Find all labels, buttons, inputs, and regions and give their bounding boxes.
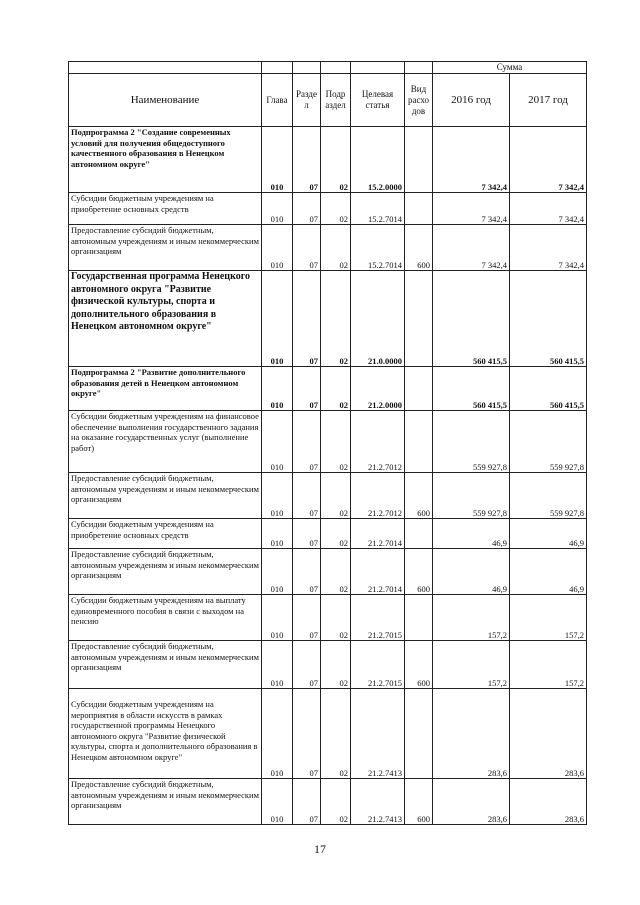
row-vid: 600: [405, 779, 433, 825]
row-podrazdel: 02: [321, 225, 351, 271]
row-glava: 010: [262, 519, 293, 549]
row-vid: 600: [405, 225, 433, 271]
row-podrazdel: 02: [321, 689, 351, 779]
row-2017: 560 415,5: [510, 367, 587, 411]
row-target: 21.2.7413: [351, 779, 405, 825]
row-glava: 010: [262, 411, 293, 473]
row-glava: 010: [262, 271, 293, 367]
row-vid: [405, 193, 433, 225]
row-vid: [405, 127, 433, 193]
row-target: 15.2.0000: [351, 127, 405, 193]
row-razdel: 07: [293, 779, 321, 825]
row-2016: 157,2: [433, 595, 510, 641]
row-razdel: 07: [293, 411, 321, 473]
row-podrazdel: 02: [321, 779, 351, 825]
header-name: Наименование: [69, 74, 262, 127]
row-name: Предоставление субсидий бюджетным, автономным учреждениям и иным некоммерческим организациям: [69, 641, 262, 689]
row-glava: 010: [262, 779, 293, 825]
row-name: Субсидии бюджетным учреждениям на приобретение основных средств: [69, 193, 262, 225]
row-name: Подпрограмма 2 "Создание современных условий для получения общедоступного качественного образования в Ненецком автономном округе": [69, 127, 262, 193]
row-target: 21.0.0000: [351, 271, 405, 367]
row-podrazdel: 02: [321, 473, 351, 519]
row-2017: 559 927,8: [510, 473, 587, 519]
row-razdel: 07: [293, 549, 321, 595]
row-target: 21.2.7014: [351, 549, 405, 595]
row-2016: 560 415,5: [433, 367, 510, 411]
row-2016: 283,6: [433, 779, 510, 825]
header-blank: [69, 62, 262, 74]
row-podrazdel: 02: [321, 519, 351, 549]
header-blank: [351, 62, 405, 74]
row-target: 21.2.7413: [351, 689, 405, 779]
row-podrazdel: 02: [321, 193, 351, 225]
row-target: 21.2.7015: [351, 595, 405, 641]
row-glava: 010: [262, 473, 293, 519]
header-target: Целевая статья: [351, 74, 405, 127]
row-2017: 560 415,5: [510, 271, 587, 367]
row-name: Предоставление субсидий бюджетным, автономным учреждениям и иным некоммерческим организациям: [69, 473, 262, 519]
row-2017: 7 342,4: [510, 127, 587, 193]
header-podrazdel: Подр аздел: [321, 74, 351, 127]
row-2017: 157,2: [510, 595, 587, 641]
table-row: [69, 411, 587, 473]
table-row: [69, 367, 587, 411]
row-2017: 157,2: [510, 641, 587, 689]
row-name: Субсидии бюджетным учреждениям на приобретение основных средств: [69, 519, 262, 549]
row-2017: 283,6: [510, 689, 587, 779]
row-2016: 157,2: [433, 641, 510, 689]
row-2016: 560 415,5: [433, 271, 510, 367]
row-2016: 46,9: [433, 549, 510, 595]
row-glava: 010: [262, 549, 293, 595]
row-vid: [405, 519, 433, 549]
row-vid: [405, 595, 433, 641]
table-row: [69, 193, 587, 225]
table-row: [69, 271, 587, 367]
table-row: [69, 519, 587, 549]
row-target: 21.2.7015: [351, 641, 405, 689]
header-sum: Сумма: [433, 62, 587, 74]
row-podrazdel: 02: [321, 411, 351, 473]
row-name: Предоставление субсидий бюджетным, автономным учреждениям и иным некоммерческим организациям: [69, 779, 262, 825]
table-row: [69, 689, 587, 779]
header-2017: 2017 год: [510, 74, 587, 127]
row-podrazdel: 02: [321, 641, 351, 689]
row-2016: 559 927,8: [433, 473, 510, 519]
row-2017: 7 342,4: [510, 225, 587, 271]
row-podrazdel: 02: [321, 367, 351, 411]
row-2017: 7 342,4: [510, 193, 587, 225]
row-vid: 600: [405, 473, 433, 519]
header-blank: [321, 62, 351, 74]
row-name: Субсидии бюджетным учреждениям на мероприятия в области искусств в рамках государственной программы Ненецкого автономного округа "Развитие физической культуры, спорта и дополнительного образования в Ненецком автономном округе": [69, 689, 262, 779]
row-2017: 559 927,8: [510, 411, 587, 473]
row-razdel: 07: [293, 225, 321, 271]
header-blank: [405, 62, 433, 74]
row-vid: [405, 689, 433, 779]
row-2016: 7 342,4: [433, 127, 510, 193]
table-row: [69, 595, 587, 641]
row-vid: 600: [405, 549, 433, 595]
row-target: 21.2.7012: [351, 411, 405, 473]
row-razdel: 07: [293, 271, 321, 367]
row-glava: 010: [262, 193, 293, 225]
row-target: 15.2.7014: [351, 225, 405, 271]
row-glava: 010: [262, 595, 293, 641]
row-podrazdel: 02: [321, 595, 351, 641]
row-razdel: 07: [293, 473, 321, 519]
row-target: 21.2.7014: [351, 519, 405, 549]
row-name: Государственная программа Ненецкого автономного округа "Развитие физической культуры, спорта и дополнительного образования в Ненецком автономном округе": [69, 271, 262, 367]
row-2016: 7 342,4: [433, 193, 510, 225]
header-vid: Вид расхо дов: [405, 74, 433, 127]
row-name: Субсидии бюджетным учреждениям на выплату единовременного пособия в связи с выходом на пенсию: [69, 595, 262, 641]
table-row: [69, 225, 587, 271]
row-glava: 010: [262, 689, 293, 779]
row-glava: 010: [262, 127, 293, 193]
row-target: 21.2.7012: [351, 473, 405, 519]
page-number: 17: [314, 842, 326, 856]
row-razdel: 07: [293, 641, 321, 689]
header-razdel: Разде л: [293, 74, 321, 127]
row-glava: 010: [262, 367, 293, 411]
header-glava: Глава: [262, 74, 293, 127]
row-razdel: 07: [293, 193, 321, 225]
row-target: 21.2.0000: [351, 367, 405, 411]
row-name: Подпрограмма 2 "Развитие дополнительного образования детей в Ненецком автономном округе": [69, 367, 262, 411]
row-2016: 283,6: [433, 689, 510, 779]
row-razdel: 07: [293, 689, 321, 779]
row-razdel: 07: [293, 127, 321, 193]
row-razdel: 07: [293, 595, 321, 641]
header-blank: [293, 62, 321, 74]
row-razdel: 07: [293, 367, 321, 411]
row-razdel: 07: [293, 519, 321, 549]
table-row: [69, 473, 587, 519]
row-vid: 600: [405, 641, 433, 689]
row-name: Субсидии бюджетным учреждениям на финансовое обеспечение выполнения государственного задания на оказание государственных услуг (выполнение работ): [69, 411, 262, 473]
row-target: 15.2.7014: [351, 193, 405, 225]
row-podrazdel: 02: [321, 549, 351, 595]
row-glava: 010: [262, 641, 293, 689]
row-2017: 46,9: [510, 519, 587, 549]
row-2017: 46,9: [510, 549, 587, 595]
table-row: [69, 127, 587, 193]
row-glava: 010: [262, 225, 293, 271]
row-2016: 46,9: [433, 519, 510, 549]
row-name: Предоставление субсидий бюджетным, автономным учреждениям и иным некоммерческим организациям: [69, 549, 262, 595]
row-vid: [405, 367, 433, 411]
header-blank: [262, 62, 293, 74]
header-2016: 2016 год: [433, 74, 510, 127]
row-2016: 559 927,8: [433, 411, 510, 473]
budget-table: [68, 61, 587, 825]
row-vid: [405, 271, 433, 367]
row-2016: 7 342,4: [433, 225, 510, 271]
row-vid: [405, 411, 433, 473]
table-row: [69, 549, 587, 595]
row-2017: 283,6: [510, 779, 587, 825]
table-row: [69, 641, 587, 689]
row-podrazdel: 02: [321, 127, 351, 193]
row-name: Предоставление субсидий бюджетным, автономным учреждениям и иным некоммерческим организациям: [69, 225, 262, 271]
table-row: [69, 779, 587, 825]
row-podrazdel: 02: [321, 271, 351, 367]
